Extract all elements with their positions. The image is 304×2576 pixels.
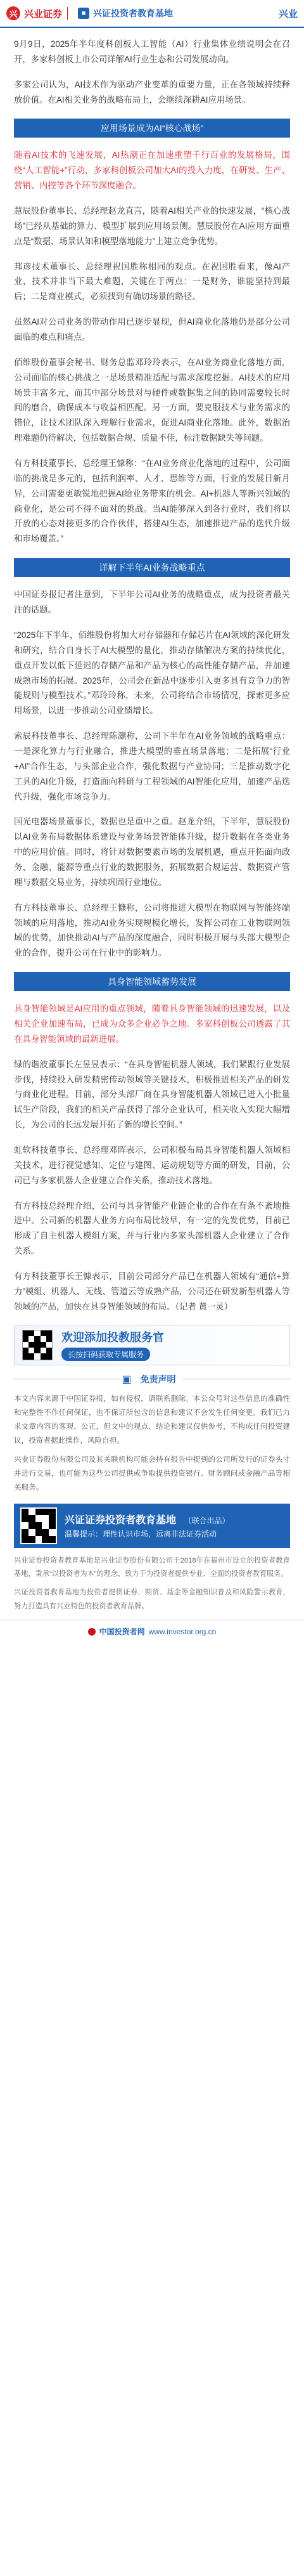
section-paragraph: 有方科技董事长王慷表示，目前公司部分产品已在机器人领域有“通信+算力”模组、机器人、无线、管道云等成熟产品，公司还在研发新型机器人等领域的产品，加快在具身智能领域的布局。（记者 黄一灵） [14, 1272, 290, 1311]
intro-paragraph: 9月9日，2025年半年度科创板人工智能（AI）行业集体业绩说明会在召开，多家科创板上市公司详解AI行业生态和公司发展动向。 [14, 39, 290, 64]
disclaimer-paragraph: 兴业证券股份有限公司及其关联机构可能会持有报告中提到的公司所发行的证券头寸并进行交易，也可能为这些公司提供或争取提供投资银行、财务顾问或金融产品等相关服务。 [14, 1455, 290, 1492]
header-right-mark: 兴业 [278, 8, 298, 20]
section-paragraph: 有方科技总经理介绍，公司与具身智能产业链企业的合作在有条不紊地推进中。公司新的机器人业务方向布局比较早，有一定的先发优势，目前已形成了自主机器人模组方案，并与行业内多家头部机器人企业建立了合作关系。 [14, 1200, 290, 1256]
education-base-icon: ■ [78, 8, 89, 19]
section-paragraph: “2025年下半年，佰维股份将加大对存储器和存储芯片在AI领域的深化研发和研究，结合自身长于AI大模型的量化，推动存储解决方案的持续优化，重点开发以低下延迟的存储产品和产品为核心的高性能存储产品，并加速成熟市场的拓展。2025年，公司会在新品中逐步引入更多具有竞争力的智能规则与模型技术。”邓玲玲称，未来，公司将结合市场情况，探索更多应用场景，以进一步推动公司业绩增长。 [14, 630, 290, 716]
section-paragraph: 佰维股份董事会秘书、财务总监邓玲玲表示，在AI业务商业化落地方面，公司面临的核心挑战之一是场景精准适配与需求深度挖掘。AI技术的应用场景丰富多元，而其中部分场景对与硬件或数据集之间的协同需要较长时间的磨合，确保成本与收益相匹配。另一方面，要克服技术与业务需求的错位，让技术团队深入理解行业需求，促进AI商业化落地。此外，数据治理难题仍待解决，包括数据合规、质量不佳，标注数据缺失等问题。 [14, 357, 290, 443]
article-header [0, 0, 304, 28]
section-paragraph: 虹软科技董事长、总经理邓晖表示，公司积极布局具身智能机器人领域相关技术，进行视觉感知、定位与建图、运动规划等方面的研发，目前，公司已与多家机器人企业建立合作关系，推动技术落地。 [14, 1145, 290, 1185]
header-divider [67, 7, 68, 20]
article-content [0, 28, 304, 1613]
section-paragraph: 绿的谐波董事长左昱昱表示：“在具身智能机器人领域，我们紧跟行业发展步伐，持续投入研发精密传动领域等关键技术，积极推进相关产品的研发与商业化进程。目前，部分头部厂商在具身智能机器人领域已进入小批量试生产阶段，我们的相关产品获得了部分企业认可，相关收入实现大幅增长，为公司的长远发展开拓了新的增长空间。” [14, 1059, 290, 1130]
card-tag: （联合出品） [184, 1516, 230, 1526]
disclaimer-section [14, 1373, 290, 1495]
brand-subtitle: 兴证投资者教育基地 [93, 8, 174, 18]
section-paragraph: 慧辰股份董事长、总经理赵龙直言，随着AI相关产业的快速发展，“核心战场”已经从基础的算力、模型扩展到应用场景侧。慧辰股份在AI应用方面重点是“数据、场景认知和模型落地能力”上建立竞争优势。 [14, 206, 290, 246]
education-base-card[interactable] [14, 1504, 290, 1548]
section-paragraph: 邦彦技术董事长、总经理祝国胜称相同的观点。在祝国胜看来，像AI产业，技术并非当下最大难题，关键在于两点：一是财务，谁能坚持到最后；二是商业模式，必须找到有确切场景的路径。 [14, 261, 290, 302]
brand-name: 兴业证券 [24, 9, 63, 20]
promo-subtitle: 长按扫码获取专属服务 [61, 1348, 150, 1361]
disclaimer-title: 免责声明 [140, 1374, 176, 1384]
brand-logo-icon: 兴 [6, 6, 20, 20]
footer-bar[interactable] [0, 1620, 304, 1643]
about-paragraph: 兴业证券投资者教育基地是兴业证券股份有限公司于2018年在福州市设立的投资者教育基地，秉承“以投资者为本”的理念，致力于为投资者提供专业、全面的投资者教育服务。 [14, 1556, 290, 1578]
promo-title: 欢迎添加投教服务官 [61, 1331, 164, 1344]
footer-brand: 中国投资者网 [99, 1627, 145, 1637]
disclaimer-paragraph: 本文内容来源于中国证券报，如有侵权，请联系删除。本公众号对这些信息的准确性和完整性不作任何保证，也不保证所包含的信息和建议不会发生任何变更。我们已力求文章内容的客观、公正，但文中的观点、结论和建议仅供参考，不构成任何投资建议，投资者据此操作，风险自担。 [14, 1394, 290, 1445]
section-paragraph: 国光电器场景董事长，数据也是重中之重。赵龙介绍，下半年，慧辰股份以AI业务布局数据体系建设与业务场景智能体升级，提升数据在各类业务中的应用价值。同时，将针对数据要素市场的发展机遇，重点开拓面向政务、金融、能源等重点行业的数据服务，拓展数据合规运营、数据资产管理与数据交易业务，持续巩固行业地位。 [14, 817, 290, 887]
section-title: 具身智能领域蓄势发展 [14, 972, 290, 991]
footer-url[interactable]: www.investor.org.cn [148, 1627, 217, 1636]
section-paragraph: 具身智能领域是AI应用的重点领域，随着具身智能领域的迅速发展，以及相关企业加速布局，已成为众多企业必争之地。多家科创板公司透露了其在具身智能领域的最新进展。 [14, 1004, 290, 1044]
section-title: 详解下半年AI业务战略重点 [14, 558, 290, 577]
section-paragraph: 虽然AI对公司业务的带动作用已逐步显现，但AI商业化落地仍是部分公司面临的难点和痛点。 [14, 317, 290, 342]
section-paragraph: 随着AI技术的飞速发展，AI热潮正在加速重塑千行百业的发展格局，围绕“人工智能+”行动，多家科创板公司加大AI的投入力度，在研发、生产、营销、内控等各个环节深度融合。 [14, 150, 290, 191]
service-promo-banner[interactable] [14, 1325, 290, 1365]
investor-net-logo-icon [88, 1628, 96, 1636]
about-paragraph: 兴证投资者教育基地为投资者提供证券、期货、基金等金融知识普及和风险警示教育，努力打造具有兴业特色的投资者教育品牌。 [14, 1589, 290, 1610]
book-icon: ▣ [122, 1374, 132, 1385]
section-paragraph: 中国证券报记者注意到，下半年公司AI业务的战略重点，成为投资者最关注的话题。 [14, 590, 290, 615]
qr-code-icon[interactable] [20, 1507, 57, 1544]
disclaimer-heading [14, 1373, 290, 1386]
card-subtitle: 温馨提示：理性认识市场，远离非法证券活动 [65, 1530, 217, 1539]
qr-code-icon[interactable] [22, 1330, 53, 1360]
section-paragraph: 索辰科技董事长、总经理陈灏称，公司下半年在AI业务领域的战略重点：一是深化算力与行业融合，推进大模型的垂直场景落地；二是拓展“行业+AI”合作生态，与头部企业合作，强化数据与产业协同；三是推动数字化工具的AI化升级，打造面向科研与工程领域的AI智能化应用，加速产品迭代升级，强化市场竞争力。 [14, 731, 290, 802]
section-title: 应用场景成为AI“核心战场” [14, 119, 290, 138]
intro-paragraph: 多家公司认为，AI技术作为驱动产业变革的重要力量，正在各领域持续释放价值。在AI相关业务的战略布局上，会继续深耕AI应用场景。 [14, 79, 290, 105]
card-title: 兴证证券投资者教育基地 [65, 1515, 177, 1526]
section-paragraph: 有方科技董事长、总经理王慷称：“在AI业务商业化落地的过程中，公司面临的挑战是多元的，包括利润率、人才、思维等方面，行业的发展日新月异，公司需要更敏锐地把握AI给业务带来的机会。AI+机器人等新兴领域的商业化，是公司不得不面对的挑战。当AI能够深入到各行业时，我们将以开放的心态对接更多的合作伙伴，搭建AI生态，加速推进产品的迭代升级和市场覆盖。” [14, 459, 290, 544]
section-paragraph: 有方科技董事长、总经理王慷称，公司将推进大模型在物联网与智能终端领域的应用落地，推动AI业务实现规模化增长，发挥公司在工业物联网领域的优势，加快推动AI与产品的深度融合，同时积极开展与头部大模型企业的合作，提升公司在行业中的影响力。 [14, 902, 290, 958]
